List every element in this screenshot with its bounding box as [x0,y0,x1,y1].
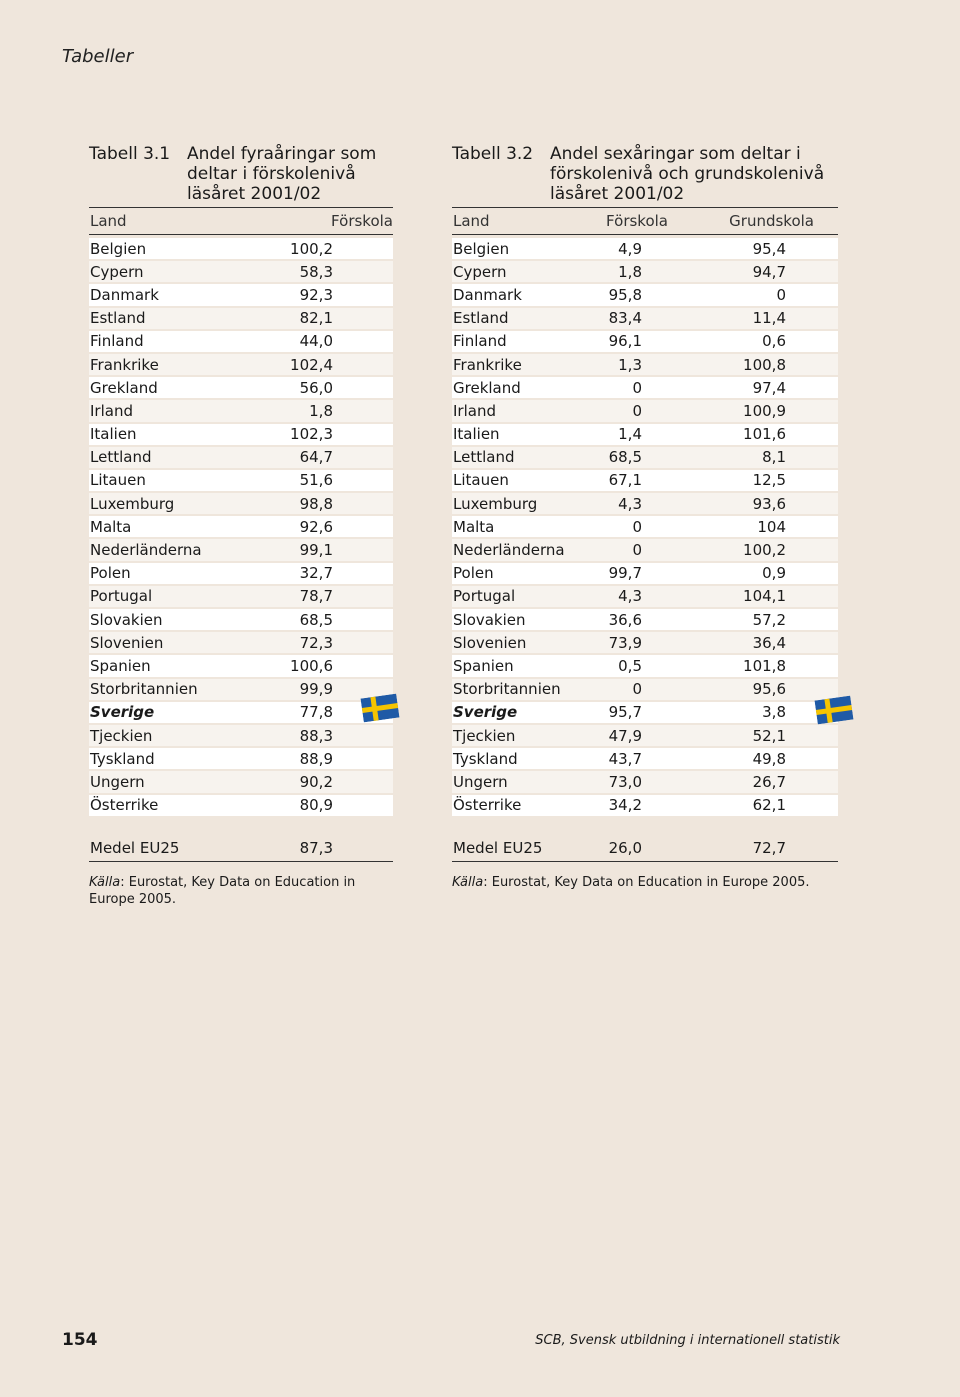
cell-forskola: 77,8 [299,703,333,722]
cell-forskola: 88,3 [299,726,333,745]
swedish-flag-icon [361,694,400,723]
cell-land: Tjeckien [90,726,153,745]
cell-forskola: 51,6 [299,471,333,490]
header-land: Land [453,212,490,230]
cell-land: Storbritannien [453,680,561,699]
cell-forskola: 64,7 [299,448,333,467]
table-row [452,284,838,307]
table-row [89,400,393,423]
table-3-2 [452,142,838,891]
table-row [89,238,393,261]
cell-land: Portugal [453,587,516,606]
table-row [89,308,393,331]
cell-forskola: 47,9 [608,726,642,745]
cell-land: Lettland [453,448,515,467]
source-label: Källa [89,874,121,890]
cell-forskola: 99,7 [608,564,642,583]
cell-land: Frankrike [90,355,159,374]
footer-text: SCB, Svensk utbildning i internationell statistik [535,1333,840,1348]
table-row [89,354,393,377]
cell-land: Cypern [453,262,507,281]
cell-forskola: 1,8 [618,262,642,281]
table-body [89,238,393,818]
cell-land: Spanien [90,656,151,675]
cell-forskola: 88,9 [299,749,333,768]
source-text: : Eurostat, Key Data on Education in Europe 2005. [483,874,810,890]
table-row [452,539,838,562]
table-label: Tabell 3.1 [89,144,171,164]
table-row [89,516,393,539]
table-row [89,539,393,562]
table-header [452,208,838,235]
table-caption [89,142,393,208]
source-note [89,874,393,908]
table-row [452,795,838,818]
cell-grundskola: 97,4 [752,378,786,397]
table-header [89,208,393,235]
table-row [452,493,838,516]
cell-forskola: 67,1 [608,471,642,490]
cell-forskola: 98,8 [299,494,333,513]
table-row [452,679,838,702]
cell-land: Italien [90,425,137,444]
mean-value-forskola: 26,0 [608,839,642,858]
source-note [452,874,838,891]
table-row [452,377,838,400]
cell-land: Grekland [453,378,521,397]
header-forskola: Förskola [331,212,393,230]
table-row [452,609,838,632]
cell-grundskola: 36,4 [752,633,786,652]
table-row [89,748,393,771]
cell-forskola: 99,9 [299,680,333,699]
cell-grundskola: 0,6 [762,332,786,351]
cell-land: Frankrike [453,355,522,374]
source-text: : Eurostat, Key Data on Education in Europe 2005. [89,874,356,907]
cell-grundskola: 104 [757,517,786,536]
cell-forskola: 0 [632,378,642,397]
cell-land: Malta [90,517,132,536]
table-row [89,795,393,818]
cell-land: Tyskland [90,749,155,768]
table-row [452,424,838,447]
cell-forskola: 0 [632,517,642,536]
cell-forskola: 92,6 [299,517,333,536]
cell-grundskola: 57,2 [752,610,786,629]
header-forskola: Förskola [606,212,668,230]
cell-grundskola: 94,7 [752,262,786,281]
cell-land: Ungern [90,772,145,791]
cell-land: Finland [90,332,144,351]
cell-forskola: 68,5 [299,610,333,629]
cell-land: Danmark [453,285,522,304]
table-row [452,563,838,586]
table-row [89,725,393,748]
cell-forskola: 96,1 [608,332,642,351]
cell-forskola: 58,3 [299,262,333,281]
cell-forskola: 32,7 [299,564,333,583]
table-title: Andel fyraåringar som deltar i förskolenivå läsåret 2001/02 [187,144,377,204]
cell-forskola: 82,1 [299,309,333,328]
table-row [452,470,838,493]
cell-land: Slovakien [90,610,163,629]
cell-forskola: 36,6 [608,610,642,629]
cell-forskola: 4,9 [618,239,642,258]
cell-land: Sverige [453,703,518,722]
cell-grundskola: 95,6 [752,680,786,699]
table-row [452,516,838,539]
cell-land: Lettland [90,448,152,467]
table-row [452,238,838,261]
cell-land: Cypern [90,262,144,281]
table-row [452,354,838,377]
header-grundskola: Grundskola [729,212,814,230]
cell-land: Danmark [90,285,159,304]
cell-grundskola: 104,1 [743,587,786,606]
cell-grundskola: 0,9 [762,564,786,583]
cell-land: Spanien [453,656,514,675]
cell-land: Österrike [90,796,159,815]
table-row [452,771,838,794]
cell-forskola: 4,3 [618,587,642,606]
cell-forskola: 0 [632,541,642,560]
cell-forskola: 56,0 [299,378,333,397]
table-row [452,748,838,771]
cell-land: Polen [90,564,131,583]
cell-land: Nederländerna [453,541,565,560]
table-row [452,702,838,725]
source-label: Källa [452,874,484,890]
cell-grundskola: 49,8 [752,749,786,768]
cell-forskola: 95,8 [608,285,642,304]
cell-forskola: 43,7 [608,749,642,768]
table-row [89,424,393,447]
cell-land: Belgien [90,239,147,258]
table-row [89,609,393,632]
mean-value: 87,3 [299,839,333,858]
table-row [452,331,838,354]
cell-land: Luxemburg [90,494,175,513]
cell-grundskola: 93,6 [752,494,786,513]
cell-grundskola: 100,8 [743,355,786,374]
table-label: Tabell 3.2 [452,144,534,164]
cell-forskola: 44,0 [299,332,333,351]
cell-land: Slovenien [90,633,164,652]
cell-forskola: 99,1 [299,541,333,560]
cell-land: Malta [453,517,495,536]
cell-land: Portugal [90,587,153,606]
cell-forskola: 90,2 [299,772,333,791]
table-row [89,655,393,678]
cell-grundskola: 3,8 [762,703,786,722]
cell-grundskola: 101,8 [743,656,786,675]
mean-value-grundskola: 72,7 [752,839,786,858]
mean-row [452,836,838,862]
section-title: Tabeller [62,46,134,67]
cell-land: Litauen [90,471,146,490]
table-title: Andel sexåringar som deltar i förskolenivå och grundskolenivå läsåret 2001/02 [550,144,825,204]
cell-land: Sverige [90,703,155,722]
cell-land: Italien [453,425,500,444]
cell-forskola: 1,8 [309,401,333,420]
cell-land: Finland [453,332,507,351]
cell-grundskola: 0 [776,285,786,304]
mean-label: Medel EU25 [90,839,180,858]
cell-grundskola: 95,4 [752,239,786,258]
cell-land: Luxemburg [453,494,538,513]
cell-forskola: 83,4 [608,309,642,328]
cell-forskola: 80,9 [299,796,333,815]
cell-grundskola: 12,5 [752,471,786,490]
cell-grundskola: 8,1 [762,448,786,467]
table-row [89,586,393,609]
cell-land: Polen [453,564,494,583]
table-row [452,586,838,609]
table-row [89,377,393,400]
cell-forskola: 0 [632,401,642,420]
table-row [89,331,393,354]
table-row [89,679,393,702]
cell-land: Tjeckien [453,726,516,745]
table-row [89,470,393,493]
table-caption [452,142,838,208]
cell-forskola: 102,3 [290,425,333,444]
table-row [89,632,393,655]
table-row [89,563,393,586]
table-row [89,447,393,470]
table-row [89,284,393,307]
cell-land: Tyskland [453,749,518,768]
cell-land: Litauen [453,471,509,490]
cell-land: Belgien [453,239,510,258]
cell-forskola: 78,7 [299,587,333,606]
table-row [89,771,393,794]
cell-forskola: 73,0 [608,772,642,791]
cell-land: Slovakien [453,610,526,629]
table-row [452,655,838,678]
cell-forskola: 100,2 [290,239,333,258]
table-body [452,238,838,818]
cell-grundskola: 100,9 [743,401,786,420]
cell-land: Storbritannien [90,680,198,699]
swedish-flag-icon [815,696,854,725]
table-row [89,702,393,725]
table-row [452,261,838,284]
table-row [452,725,838,748]
table-row [452,400,838,423]
cell-forskola: 95,7 [608,703,642,722]
mean-row [89,836,393,862]
cell-land: Estland [90,309,146,328]
cell-land: Estland [453,309,509,328]
cell-grundskola: 62,1 [752,796,786,815]
cell-grundskola: 26,7 [752,772,786,791]
table-row [89,493,393,516]
cell-forskola: 1,3 [618,355,642,374]
cell-grundskola: 52,1 [752,726,786,745]
cell-land: Nederländerna [90,541,202,560]
cell-land: Grekland [90,378,158,397]
cell-forskola: 0,5 [618,656,642,675]
header-land: Land [90,212,127,230]
cell-forskola: 1,4 [618,425,642,444]
cell-forskola: 4,3 [618,494,642,513]
cell-forskola: 102,4 [290,355,333,374]
table-row [89,261,393,284]
table-row [452,308,838,331]
cell-land: Österrike [453,796,522,815]
cell-grundskola: 100,2 [743,541,786,560]
cell-land: Slovenien [453,633,527,652]
table-row [452,447,838,470]
table-3-1 [89,142,393,908]
cell-forskola: 34,2 [608,796,642,815]
cell-grundskola: 101,6 [743,425,786,444]
cell-forskola: 0 [632,680,642,699]
cell-forskola: 73,9 [608,633,642,652]
cell-land: Ungern [453,772,508,791]
cell-grundskola: 11,4 [752,309,786,328]
cell-land: Irland [453,401,496,420]
cell-forskola: 100,6 [290,656,333,675]
table-row [452,632,838,655]
cell-forskola: 72,3 [299,633,333,652]
cell-land: Irland [90,401,133,420]
page-number: 154 [62,1330,98,1350]
cell-forskola: 92,3 [299,285,333,304]
mean-label: Medel EU25 [453,839,543,858]
cell-forskola: 68,5 [608,448,642,467]
